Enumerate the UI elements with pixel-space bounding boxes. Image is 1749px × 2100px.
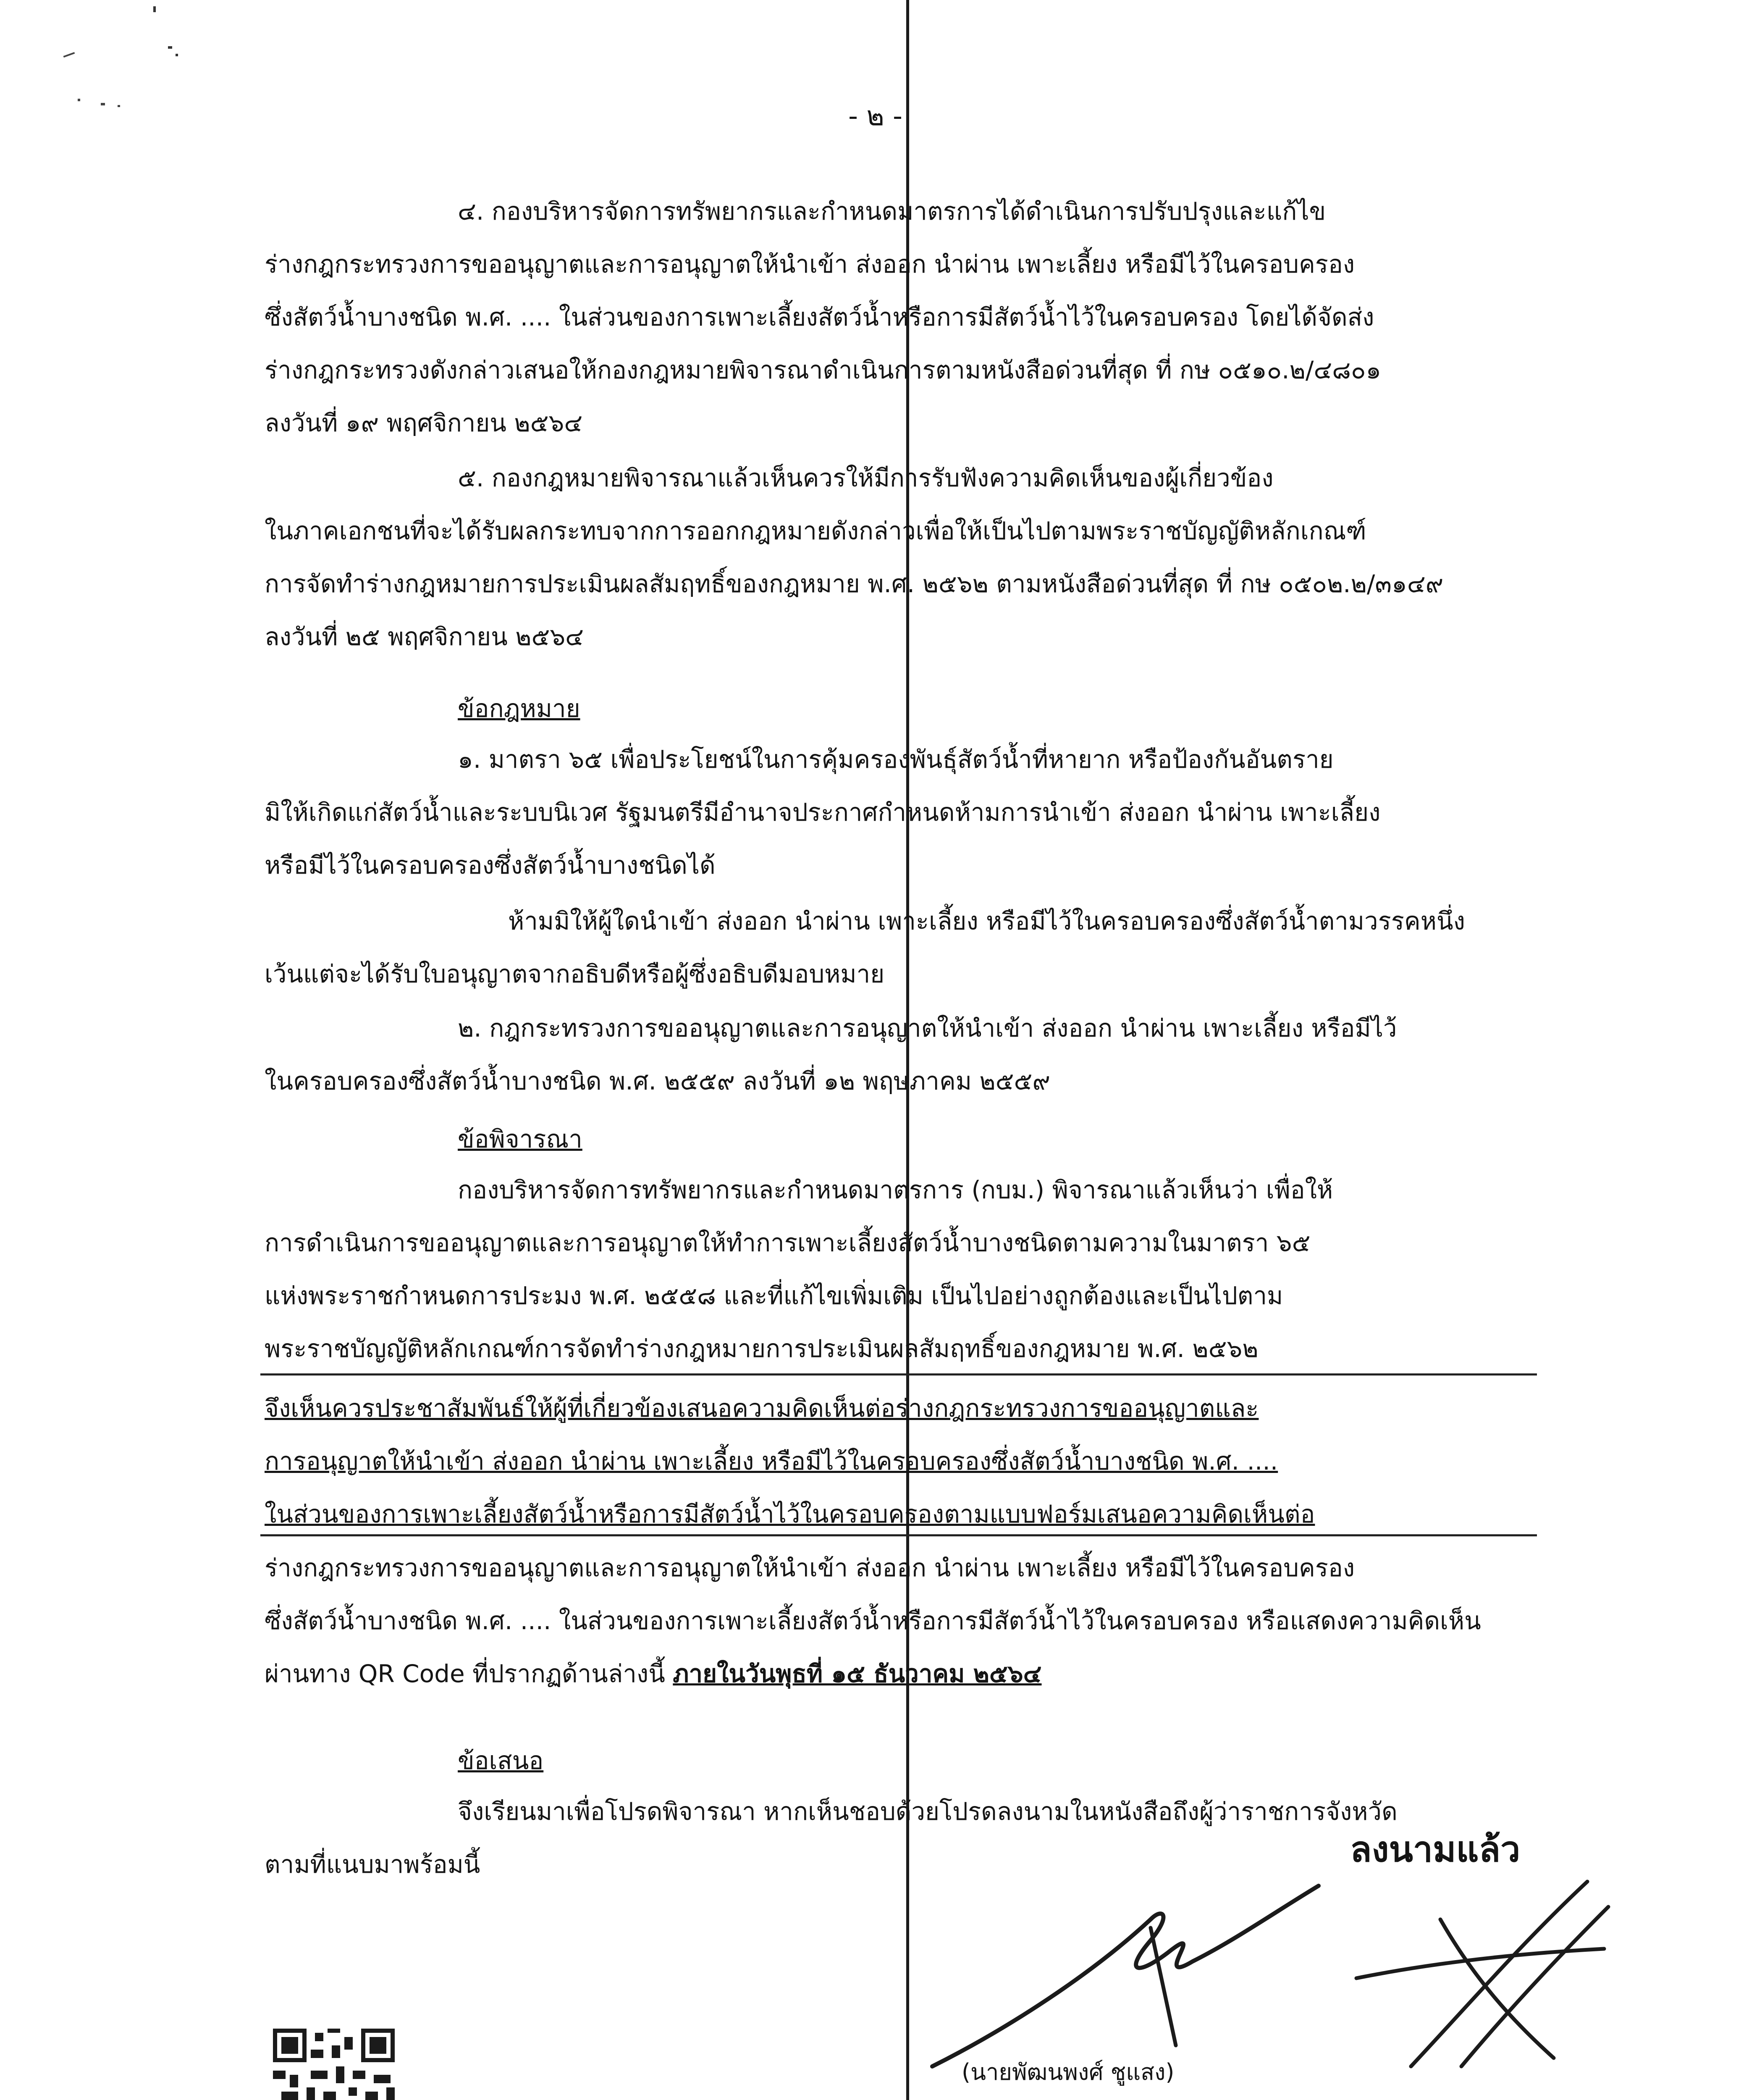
text-line: ซึ่งสัตว์น้ำบางชนิด พ.ศ. .... ในส่วนของการเพาะเลี้ยงสัตว์น้ำหรือการมีสัตว์น้ำไว้ในครอบครอง โดยได้จัดส่ง	[265, 303, 1374, 331]
text-line: การจัดทำร่างกฎหมายการประเมินผลสัมฤทธิ์ของกฎหมาย พ.ศ. ๒๕๖๒ ตามหนังสือด่วนที่สุด ที่ กษ ๐๕๐๒.๒/๓๑๔๙	[265, 570, 1444, 598]
text-line: ๔. กองบริหารจัดการทรัพยากรและกำหนดมาตรการได้ดำเนินการปรับปรุงและแก้ไข	[458, 197, 1326, 226]
law-item-1	[265, 733, 1533, 892]
signer-main-name: (นายพัฒนพงศ์ ชูแสง)	[962, 2059, 1175, 2085]
text-line: ร่างกฎกระทรวงดังกล่าวเสนอให้กองกฎหมายพิจารณาดำเนินการตามหนังสือด่วนที่สุด ที่ กษ ๐๕๑๐.๒/๔๘๐๑	[265, 356, 1382, 384]
text-line: พระราชบัญญัติหลักเกณฑ์การจัดทำร่างกฎหมายการประเมินผลสัมฤทธิ์ของกฎหมาย พ.ศ. ๒๕๖๒	[265, 1334, 1259, 1363]
text-line: ห้ามมิให้ผู้ใดนำเข้า ส่งออก นำผ่าน เพาะเลี้ยง หรือมีไว้ในครอบครองซึ่งสัตว์น้ำตามวรรคหนึ่ง	[508, 907, 1465, 935]
text-line: ตามที่แนบมาพร้อมนี้	[265, 1850, 480, 1879]
text-line: เว้นแต่จะได้รับใบอนุญาตจากอธิบดีหรือผู้ซึ่งอธิบดีมอบหมาย	[265, 960, 885, 988]
law-item-1-para-2	[265, 895, 1533, 1000]
signed-stamp: ลงนามแล้ว	[1350, 1829, 1521, 1870]
text-line	[265, 1647, 1533, 1700]
qr-code-icon	[273, 2029, 395, 2100]
text-line: ลงวันที่ ๒๕ พฤศจิกายน ๒๕๖๔	[265, 622, 584, 651]
law-item-2	[265, 1002, 1533, 1108]
proposal-heading: ข้อเสนอ	[458, 1746, 544, 1775]
text-line: ๕. กองกฎหมายพิจารณาแล้วเห็นควรให้มีการรับฟังความคิดเห็นของผู้เกี่ยวข้อง	[458, 464, 1274, 492]
text-line: ร่างกฎกระทรวงการขออนุญาตและการอนุญาตให้นำเข้า ส่งออก นำผ่าน เพาะเลี้ยง หรือมีไว้ในครอบครอง	[265, 250, 1355, 278]
signature-icon	[915, 1869, 1629, 2079]
text-line: มิให้เกิดแก่สัตว์น้ำและระบบนิเวศ รัฐมนตรีมีอำนาจประกาศกำหนดห้ามการนำเข้า ส่งออก นำผ่าน เพาะเลี้ยง	[265, 798, 1381, 827]
paragraph-5	[265, 452, 1533, 663]
highlight-line: จึงเห็นควรประชาสัมพันธ์ให้ผู้ที่เกี่ยวข้องเสนอความคิดเห็นต่อร่างกฎกระทรวงการขออนุญาตและ	[265, 1394, 1259, 1423]
consideration-heading: ข้อพิจารณา	[458, 1125, 582, 1153]
text-line: ร่างกฎกระทรวงการขออนุญาตและการอนุญาตให้นำเข้า ส่งออก นำผ่าน เพาะเลี้ยง หรือมีไว้ในครอบครอง	[265, 1554, 1355, 1582]
text-line: จึงเรียนมาเพื่อโปรดพิจารณา หากเห็นชอบด้วยโปรดลงนามในหนังสือถึงผู้ว่าราชการจังหวัด	[458, 1797, 1398, 1826]
text-line: กองบริหารจัดการทรัพยากรและกำหนดมาตรการ (กบม.) พิจารณาแล้วเห็นว่า เพื่อให้	[458, 1176, 1333, 1204]
deadline: ภายในวันพุธที่ ๑๕ ธันวาคม ๒๕๖๔	[673, 1659, 1042, 1688]
text-line: ในภาคเอกชนที่จะได้รับผลกระทบจากการออกกฎหมายดังกล่าวเพื่อให้เป็นไปตามพระราชบัญญัติหลักเกณฑ์	[265, 517, 1366, 545]
consideration-rest	[265, 1541, 1533, 1700]
highlight-line: การอนุญาตให้นำเข้า ส่งออก นำผ่าน เพาะเลี้ยง หรือมีไว้ในครอบครองซึ่งสัตว์น้ำบางชนิด พ.ศ. ....	[265, 1447, 1278, 1475]
paragraph-4	[265, 185, 1533, 449]
scan-specks	[0, 0, 210, 134]
page-number: - ๒ -	[848, 101, 903, 132]
qr-instruction: ผ่านทาง QR Code ที่ปรากฏด้านล่างนี้	[265, 1659, 673, 1688]
text-line: ลงวันที่ ๑๙ พฤศจิกายน ๒๕๖๔	[265, 409, 583, 437]
highlight-line: ในส่วนของการเพาะเลี้ยงสัตว์น้ำหรือการมีสัตว์น้ำไว้ในครอบครองตามแบบฟอร์มเสนอความคิดเห็นต่อ	[265, 1500, 1315, 1528]
text-line: ๒. กฎกระทรวงการขออนุญาตและการอนุญาตให้นำเข้า ส่งออก นำผ่าน เพาะเลี้ยง หรือมีไว้	[458, 1014, 1397, 1042]
consideration-highlight	[265, 1382, 1537, 1541]
text-line: ในครอบครองซึ่งสัตว์น้ำบางชนิด พ.ศ. ๒๕๕๙ ลงวันที่ ๑๒ พฤษภาคม ๒๕๕๙	[265, 1067, 1050, 1095]
text-line: ซึ่งสัตว์น้ำบางชนิด พ.ศ. .... ในส่วนของการเพาะเลี้ยงสัตว์น้ำหรือการมีสัตว์น้ำไว้ในครอบครอง หรือแสดงความคิดเห็น	[265, 1606, 1481, 1635]
text-line: หรือมีไว้ในครอบครองซึ่งสัตว์น้ำบางชนิดได้	[265, 851, 716, 879]
consideration-body	[265, 1163, 1533, 1375]
text-line: การดำเนินการขออนุญาตและการอนุญาตให้ทำการเพาะเลี้ยงสัตว์น้ำบางชนิดตามความในมาตรา ๖๕	[265, 1228, 1311, 1257]
law-heading: ข้อกฎหมาย	[458, 694, 580, 723]
text-line: แห่งพระราชกำหนดการประมง พ.ศ. ๒๕๕๘ และที่แก้ไขเพิ่มเติม เป็นไปอย่างถูกต้องและเป็นไปตาม	[265, 1281, 1283, 1310]
text-line: ๑. มาตรา ๖๕ เพื่อประโยชน์ในการคุ้มครองพันธุ์สัตว์น้ำที่หายาก หรือป้องกันอันตราย	[458, 745, 1334, 774]
